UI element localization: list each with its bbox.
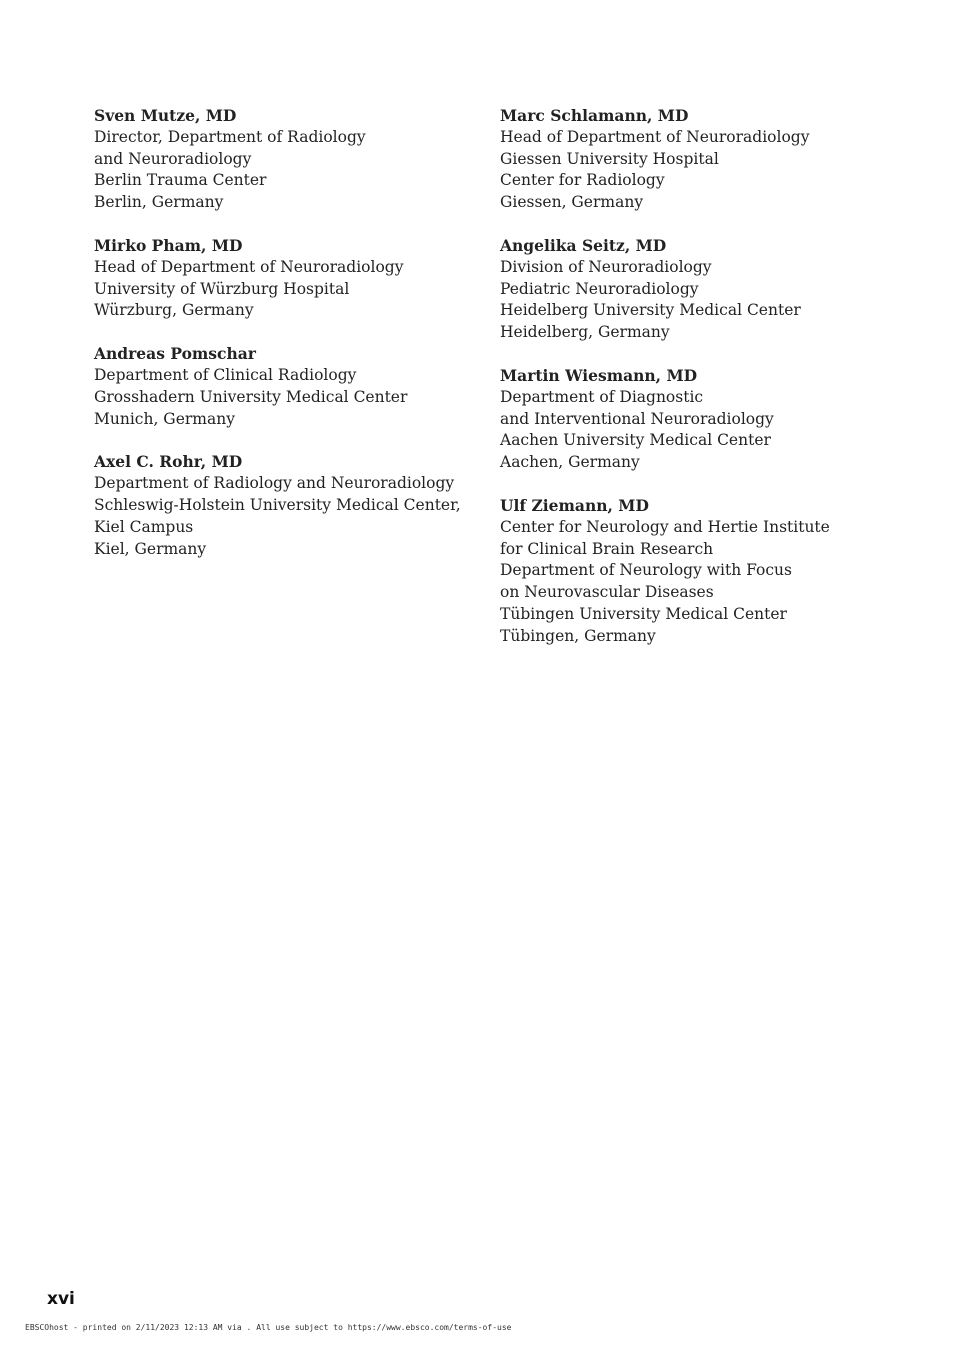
contributor-affiliation-line: Center for Neurology and Hertie Institute xyxy=(500,517,830,536)
contributor-affiliation-line: Department of Neurology with Focus xyxy=(500,561,792,580)
contributor-affiliation-line: Center for Radiology xyxy=(500,171,665,190)
contributor-entry xyxy=(500,495,920,648)
contributor-affiliation-line: Kiel, Germany xyxy=(94,539,207,558)
contributor-name: Marc Schlamann, MD xyxy=(500,106,689,125)
contributor-affiliation-line: Grosshadern University Medical Center xyxy=(94,387,408,406)
contributor-affiliation-line: on Neurovascular Diseases xyxy=(500,583,714,602)
contributor-affiliation-line: Head of Department of Neuroradiology xyxy=(94,257,404,276)
contributor-affiliation-line: Munich, Germany xyxy=(94,409,235,428)
contributor-affiliation-line: University of Würzburg Hospital xyxy=(94,279,350,298)
contributor-affiliation-line: Giessen, Germany xyxy=(500,193,644,212)
contributor-entry xyxy=(500,365,920,474)
contributor-affiliation-line: Berlin Trauma Center xyxy=(94,171,267,190)
contributor-affiliation-line: Heidelberg, Germany xyxy=(500,323,670,342)
contributor-name: Andreas Pomschar xyxy=(94,344,256,364)
contributor-affiliation-line: Giessen University Hospital xyxy=(500,149,719,168)
contributor-affiliation-line: Director, Department of Radiology xyxy=(94,127,366,146)
contributor-name: Sven Mutze, MD xyxy=(94,106,237,125)
contributor-name: Martin Wiesmann, MD xyxy=(500,365,698,385)
contributor-affiliation-line: and Neuroradiology xyxy=(94,149,252,168)
contributors-left-column xyxy=(94,105,474,581)
contributor-affiliation-line: Aachen University Medical Center xyxy=(500,431,771,450)
contributor-entry xyxy=(94,451,474,560)
contributor-affiliation-line: Department of Radiology and Neuroradiology xyxy=(94,474,455,493)
contributor-affiliation-line: and Interventional Neuroradiology xyxy=(500,409,774,428)
contributor-affiliation-line: Schleswig-Holstein University Medical Center, xyxy=(94,495,461,514)
contributor-affiliation-line: Division of Neuroradiology xyxy=(500,257,712,276)
contributor-affiliation-line: Berlin, Germany xyxy=(94,193,224,212)
contributor-affiliation-line: Head of Department of Neuroradiology xyxy=(500,127,810,146)
contributor-entry xyxy=(94,235,474,322)
footer-print-note: EBSCOhost - printed on 2/11/2023 12:13 AM via . All use subject to https://www.ebsco.com/terms-of-use xyxy=(25,1323,512,1332)
contributor-affiliation-line: Department of Diagnostic xyxy=(500,387,704,406)
contributor-affiliation-line: Tübingen, Germany xyxy=(500,626,656,645)
contributor-name: Axel C. Rohr, MD xyxy=(94,452,243,472)
contributor-affiliation-line: Kiel Campus xyxy=(94,517,194,536)
contributor-affiliation-line: Aachen, Germany xyxy=(500,453,640,472)
contributor-entry xyxy=(500,105,920,214)
contributors-right-column xyxy=(500,105,920,669)
contributor-entry xyxy=(94,105,474,214)
page-number: xvi xyxy=(47,1289,75,1309)
contributor-affiliation-line: Tübingen University Medical Center xyxy=(500,604,787,623)
contributor-name: Angelika Seitz, MD xyxy=(500,235,667,255)
contributor-affiliation-line: Heidelberg University Medical Center xyxy=(500,301,801,320)
contributor-affiliation-line: Pediatric Neuroradiology xyxy=(500,279,699,298)
contributor-affiliation-line: Würzburg, Germany xyxy=(94,301,254,320)
contributor-name: Mirko Pham, MD xyxy=(94,235,243,255)
contributor-affiliation-line: for Clinical Brain Research xyxy=(500,539,714,558)
contributor-entry xyxy=(94,343,474,430)
contributor-affiliation-line: Department of Clinical Radiology xyxy=(94,365,357,384)
contributor-entry xyxy=(500,235,920,344)
contributor-name: Ulf Ziemann, MD xyxy=(500,495,649,515)
